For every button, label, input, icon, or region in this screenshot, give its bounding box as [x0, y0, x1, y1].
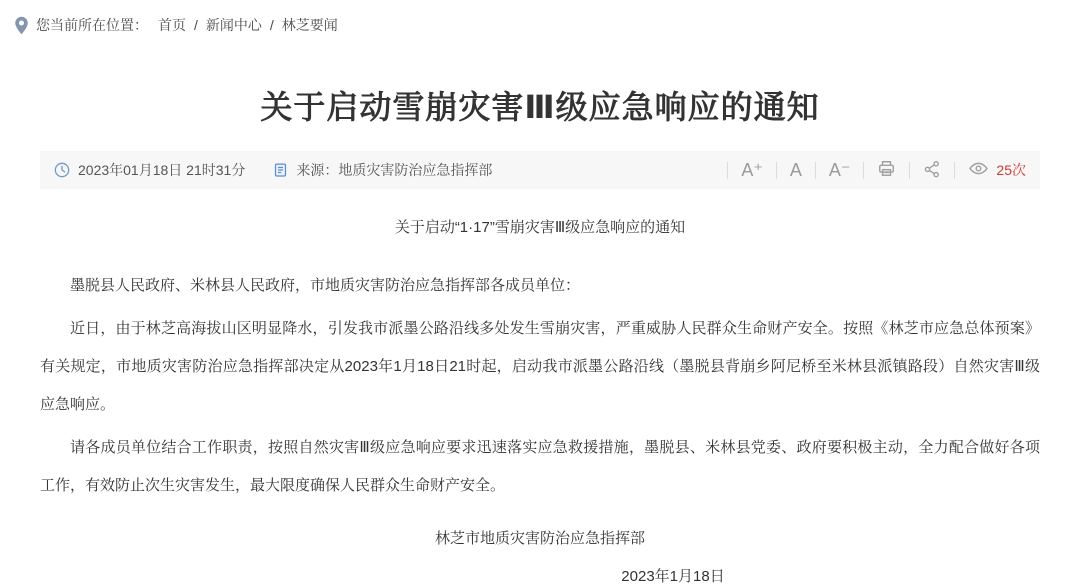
page-title: 关于启动雪崩灾害Ⅲ级应急响应的通知: [260, 89, 820, 125]
breadcrumb-label: 您当前所在位置：: [36, 17, 148, 33]
paragraph-body-1: 近日，由于林芝高海拔山区明显降水，引发我市派墨公路沿线多处发生雪崩灾害，严重威胁人民群众生命财产安全。按照《林芝市应急总体预案》有关规定，市地质灾害防治应急指挥部决定从2023年1月18日21时起，启动我市派墨公路沿线（墨脱县背崩乡阿尼桥至米林县派镇路段）自然灾害Ⅲ级应急响应。: [40, 320, 1040, 413]
document-icon: [273, 162, 288, 178]
breadcrumb-item-news-center[interactable]: 新闻中心: [205, 17, 262, 33]
share-icon: [923, 160, 941, 181]
publish-time-text: 2023年01月18日 21时31分: [78, 162, 246, 178]
article-body: [0, 267, 1080, 505]
breadcrumb-item-linzhi-news[interactable]: 林芝要闻: [281, 17, 338, 33]
toolbar-divider: [727, 162, 728, 179]
eye-icon: [968, 160, 989, 180]
signature-date-text: 2023年1月18日: [621, 568, 725, 585]
font-increase-button[interactable]: A⁺: [741, 160, 763, 180]
signature-unit: 林芝市地质灾害防治应急指挥部: [434, 530, 645, 547]
view-count: [968, 160, 1026, 180]
publish-time: [54, 160, 245, 180]
signature-date: [0, 565, 1080, 586]
toolbar-divider: [815, 162, 816, 179]
view-count-text: 25次: [996, 162, 1026, 178]
font-decrease-button[interactable]: A⁻: [828, 160, 851, 180]
share-button[interactable]: [923, 160, 941, 181]
breadcrumb: [0, 0, 1080, 35]
article-toolbar: [714, 159, 1026, 181]
paragraph-salutation: 墨脱县人民政府、米林县人民政府，市地质灾害防治应急指挥部各成员单位：: [70, 277, 581, 294]
toolbar-divider: [909, 162, 910, 179]
font-normal-button[interactable]: A: [789, 160, 802, 180]
document-subtitle: 关于启动“1·17”雪崩灾害Ⅲ级应急响应的通知: [394, 219, 686, 236]
print-button[interactable]: [877, 159, 896, 181]
source: [273, 160, 492, 180]
breadcrumb-item-home[interactable]: 首页: [158, 17, 186, 33]
location-pin-icon: [14, 16, 29, 35]
breadcrumb-separator: /: [194, 17, 198, 33]
source-text: 来源：地质灾害防治应急指挥部: [296, 162, 493, 178]
toolbar-divider: [776, 162, 777, 179]
breadcrumb-separator: /: [269, 17, 274, 33]
toolbar-divider: [954, 162, 955, 179]
toolbar-divider: [863, 162, 864, 179]
printer-icon: [877, 159, 896, 181]
paragraph-body-2: 请各成员单位结合工作职责，按照自然灾害Ⅲ级应急响应要求迅速落实应急救援措施，墨脱县、米林县党委、政府要积极主动，全力配合做好各项工作，有效防止次生灾害发生，最大限度确保人民群众生命财产安全。: [40, 439, 1040, 494]
clock-icon: [54, 162, 70, 178]
meta-info: [54, 160, 520, 180]
article-meta-bar: [40, 151, 1040, 189]
